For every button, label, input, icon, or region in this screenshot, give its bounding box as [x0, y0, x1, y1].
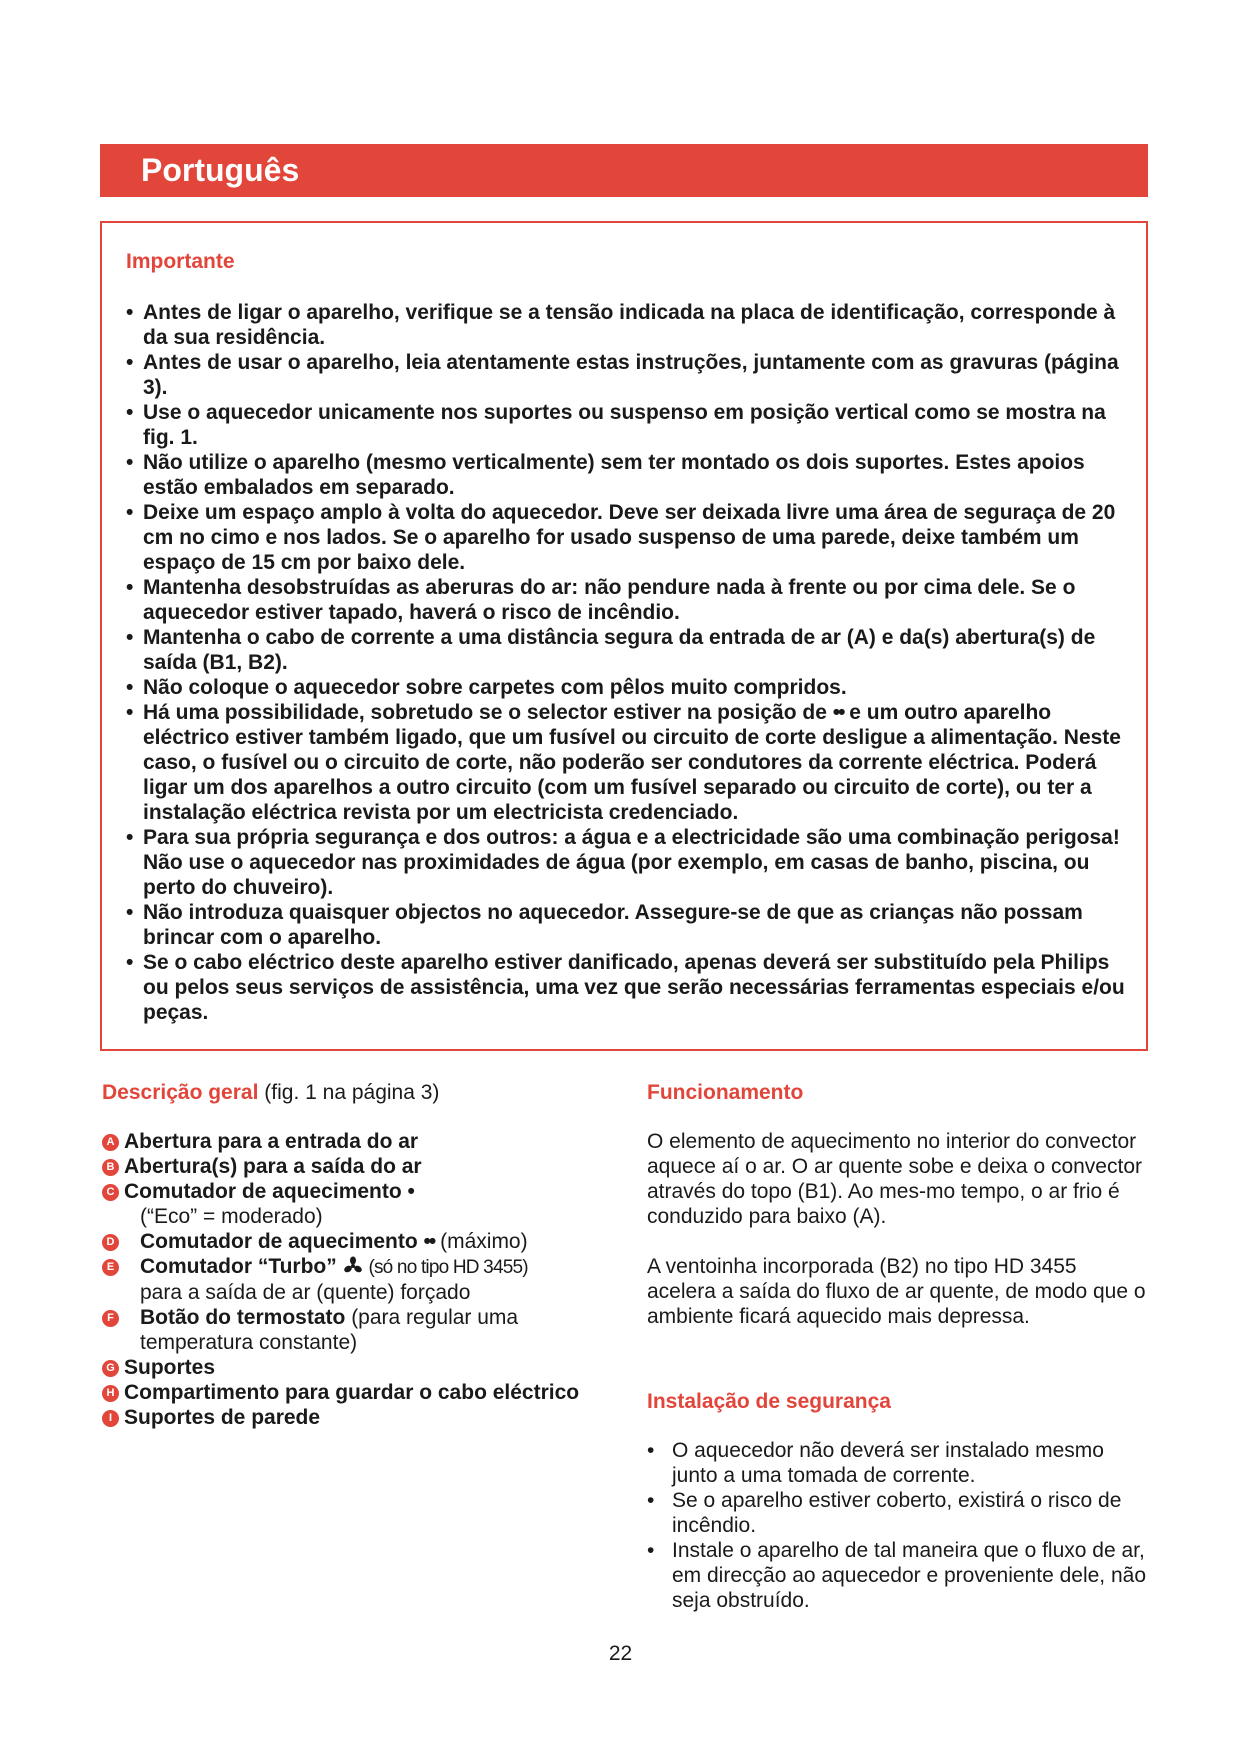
list-item: • Mantenha desobstruídas as aberuras do ar: não pendure nada à frente ou por cima dele. Se o aquecedor estiver tapado, haverá o risco de incêndio.: [126, 576, 1076, 624]
language-title: Português: [141, 152, 300, 188]
heat-symbol: •: [407, 1180, 415, 1203]
letter-badge: D: [102, 1234, 119, 1251]
list-item: F Botão do termostato (para regular uma temperatura constante): [102, 1305, 622, 1355]
heat-symbol: ••: [832, 701, 844, 724]
list-item: B Abertura(s) para a saída do ar: [102, 1154, 622, 1179]
list-item: • Há uma possibilidade, sobretudo se o selector estiver na posição de •• e um outro aparelho eléctrico estiver também ligado, que um fusível ou circuito de corte desligue a alimentação. Neste caso, o fusível ou o circuito de corte, não poderão ser condutores da corrente eléctrica. Poderá ligar um dos aparelhos a outro circuito (com um fusível separado ou circuito de corte), ou ter a instalação eléctrica revista por um electricista credenciado.: [126, 701, 1121, 824]
operation-paragraph: A ventoinha incorporada (B2) no tipo HD 3455 acelera a saída do fluxo de ar quente, de modo que o ambiente ficará aquecido mais depressa.: [647, 1255, 1146, 1328]
list-item: D Comutador de aquecimento •• (máximo): [102, 1229, 622, 1254]
list-item: • O aquecedor não deverá ser instalado mesmo junto a uma tomada de corrente.: [647, 1439, 1104, 1487]
list-item: • Não coloque o aquecedor sobre carpetes com pêlos muito compridos.: [126, 676, 847, 699]
list-item: G Suportes: [102, 1355, 622, 1380]
safety-title: Instalação de segurança: [647, 1390, 891, 1413]
letter-badge: I: [102, 1410, 119, 1427]
letter-badge: B: [102, 1159, 119, 1176]
list-item: • Instale o aparelho de tal maneira que o fluxo de ar, em direcção ao aquecedor e proveniente dele, não seja obstruído.: [647, 1539, 1146, 1612]
list-item: • Deixe um espaço amplo à volta do aquecedor. Deve ser deixada livre uma área de seguraça de 20 cm no cimo e nos lados. Se o aparelho for usado suspenso de uma parede, deixe também um espaço de 15 cm por baixo dele.: [126, 501, 1116, 574]
description-figure-ref: (fig. 1 na página 3): [264, 1081, 440, 1104]
list-item: • Antes de ligar o aparelho, verifique se a tensão indicada na placa de identificação, corresponde à da sua residência.: [126, 301, 1116, 349]
description-column: [102, 1080, 622, 1430]
operation-title: Funcionamento: [647, 1081, 804, 1104]
letter-badge: A: [102, 1134, 119, 1151]
list-item: • Antes de usar o aparelho, leia atentamente estas instruções, juntamente com as gravuras (página 3).: [126, 351, 1119, 399]
list-item: • Não utilize o aparelho (mesmo verticalmente) sem ter montado os dois suportes. Estes apoios estão embalados em separado.: [126, 451, 1085, 499]
letter-badge: E: [102, 1259, 119, 1276]
letter-badge: F: [102, 1310, 119, 1327]
language-banner: [100, 144, 1148, 197]
letter-badge: G: [102, 1360, 119, 1377]
list-item: • Se o aparelho estiver coberto, existirá o risco de incêndio.: [647, 1489, 1122, 1537]
letter-badge: C: [102, 1184, 119, 1201]
description-list: [102, 1129, 622, 1430]
letter-badge: H: [102, 1385, 119, 1402]
list-item: • Mantenha o cabo de corrente a uma distância segura da entrada de ar (A) e da(s) abertura(s) de saída (B1, B2).: [126, 626, 1096, 674]
list-item: H Compartimento para guardar o cabo eléctrico: [102, 1380, 622, 1405]
safety-list: [647, 1438, 1147, 1613]
page-number: 22: [608, 1642, 633, 1665]
list-item: I Suportes de parede: [102, 1405, 622, 1430]
list-item: • Não introduza quaisquer objectos no aquecedor. Assegure-se de que as crianças não possam brincar com o aparelho.: [126, 901, 1083, 949]
operation-paragraph: O elemento de aquecimento no interior do convector aquece aí o ar. O ar quente sobe e deixa o convector através do topo (B1). Ao mes-mo tempo, o ar frio é conduzido para baixo (A).: [647, 1130, 1142, 1228]
important-title: Importante: [126, 250, 235, 273]
fan-icon: [343, 1256, 363, 1276]
list-item: A Abertura para a entrada do ar: [102, 1129, 622, 1154]
list-item: • Para sua própria segurança e dos outros: a água e a electricidade são uma combinação perigosa! Não use o aquecedor nas proximidades de água (por exemplo, em casas de banho, piscina, ou perto do chuveiro).: [126, 826, 1120, 899]
list-item: • Use o aquecedor unicamente nos suportes ou suspenso em posição vertical como se mostra na fig. 1.: [126, 401, 1106, 449]
description-title: Descrição geral (fig. 1 na página 3): [102, 1081, 440, 1104]
heat-symbol: ••: [423, 1230, 435, 1253]
operation-column: [647, 1080, 1147, 1613]
list-item: C Comutador de aquecimento • (“Eco” = moderado): [102, 1179, 622, 1229]
list-item: E Comutador “Turbo” (só no tipo HD 3455) para a saída de ar (quente) forçado: [102, 1254, 622, 1305]
important-list: [126, 300, 1126, 1025]
list-item: • Se o cabo eléctrico deste aparelho estiver danificado, apenas deverá ser substituído pela Philips ou pelos seus serviços de assistência, uma vez que serão necessárias ferramentas especiais e/ou peças.: [126, 951, 1125, 1024]
